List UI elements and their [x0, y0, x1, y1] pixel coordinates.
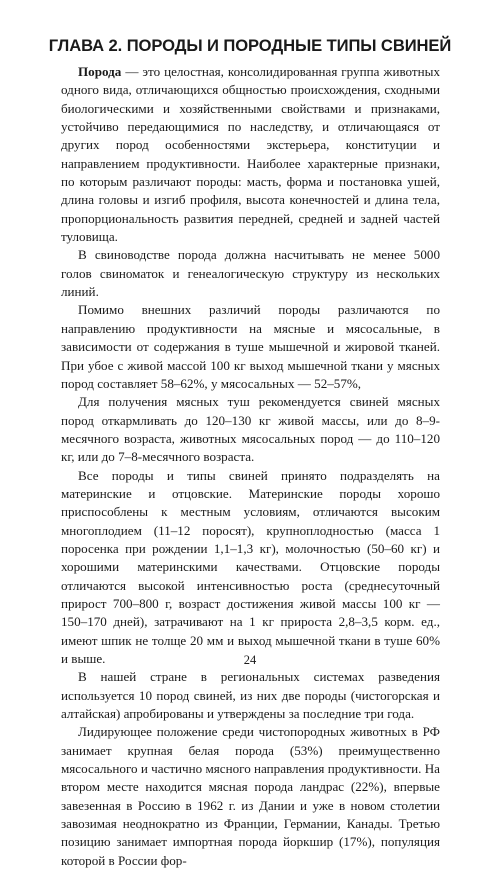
- paragraph-text: — это целостная, консолидированная группа животных одного вида, отличающихся общностью происхождения, сходными биологическими и хозяйственными свойствами и признаками, устойчиво передающимися по наследству, и отличающаяся от других пород особенностями экстерьера, конституции и направлением продуктивности. Наиболее характерные признаки, по которым различают породы: масть, форма и постановка ушей, длина головы и изгиб профиля, высота конечностей и длина тела, пропорциональность развития передней, средней и задней частей туловища.: [61, 64, 440, 245]
- paragraph-definition: [61, 63, 440, 246]
- paragraph-regional-breeds: В нашей стране в региональных системах разведения используется 10 пород свиней, из них две породы (чистогорская и алтайская) апробированы и утверждены за последние три года.: [61, 669, 440, 722]
- paragraph-leading-breeds: Лидирующее положение среди чистопородных животных в РФ занимает крупная белая порода (53%) преимущественно мясосального и частично мясного направления продуктивности. На втором месте находится мясная порода ландрас (22%), впервые завезенная в Россию в 1962 г. из Дании и уже в новом столетии завозимая неоднократно из Франции, Германии, Канады. Третью позицию занимает импортная порода йоркшир (17%), популяция которой в России фор-: [61, 724, 440, 868]
- paragraph-fattening: Для получения мясных туш рекомендуется свиней мясных пород откармливать до 120–130 кг живой массы, или до 8–9-месячного возраста, животных мясосальных пород — до 110–120 кг, или до 7–8-месячного возраста.: [61, 394, 440, 465]
- paragraph-maternal-paternal: Все породы и типы свиней принято подразделять на материнские и отцовские. Материнские породы хорошо приспособлены к местным условиям, отличаются высоким многоплодием (11–12 поросят), крупноплодностью (масса 1 поросенка при рождении 1,1–1,3 кг), молочностью (50–60 кг) и хорошими материнскими качествами. Отцовские породы отличаются высокой интенсивностью роста (среднесуточный прирост 700–800 г, возраст достижения живой массы 100 кг — 150–170 дней), затрачивают на 1 кг прироста 2,8–3,5 корм. ед., имеют шпик не толще 20 мм и выход мышечной ткани в туше 60% и выше.: [61, 467, 440, 666]
- chapter-title: ГЛАВА 2. ПОРОДЫ И ПОРОДНЫЕ ТИПЫ СВИНЕЙ: [48, 36, 452, 55]
- body-text: [61, 63, 440, 870]
- paragraph-herd-size: В свиноводстве порода должна насчитывать не менее 5000 голов свиноматок и генеалогическую структуру из нескольких линий.: [61, 247, 440, 300]
- page-number: 24: [243, 653, 257, 667]
- term-breed: Порода: [78, 64, 122, 79]
- paragraph-productivity: Помимо внешних различий породы различаются по направлению продуктивности на мясные и мясосальные, в зависимости от содержания в туше мышечной и жировой тканей. При убое с живой массой 100 кг выход мышечной ткани у мясных пород составляет 58–62%, у мясосальных — 52–57%,: [61, 302, 440, 391]
